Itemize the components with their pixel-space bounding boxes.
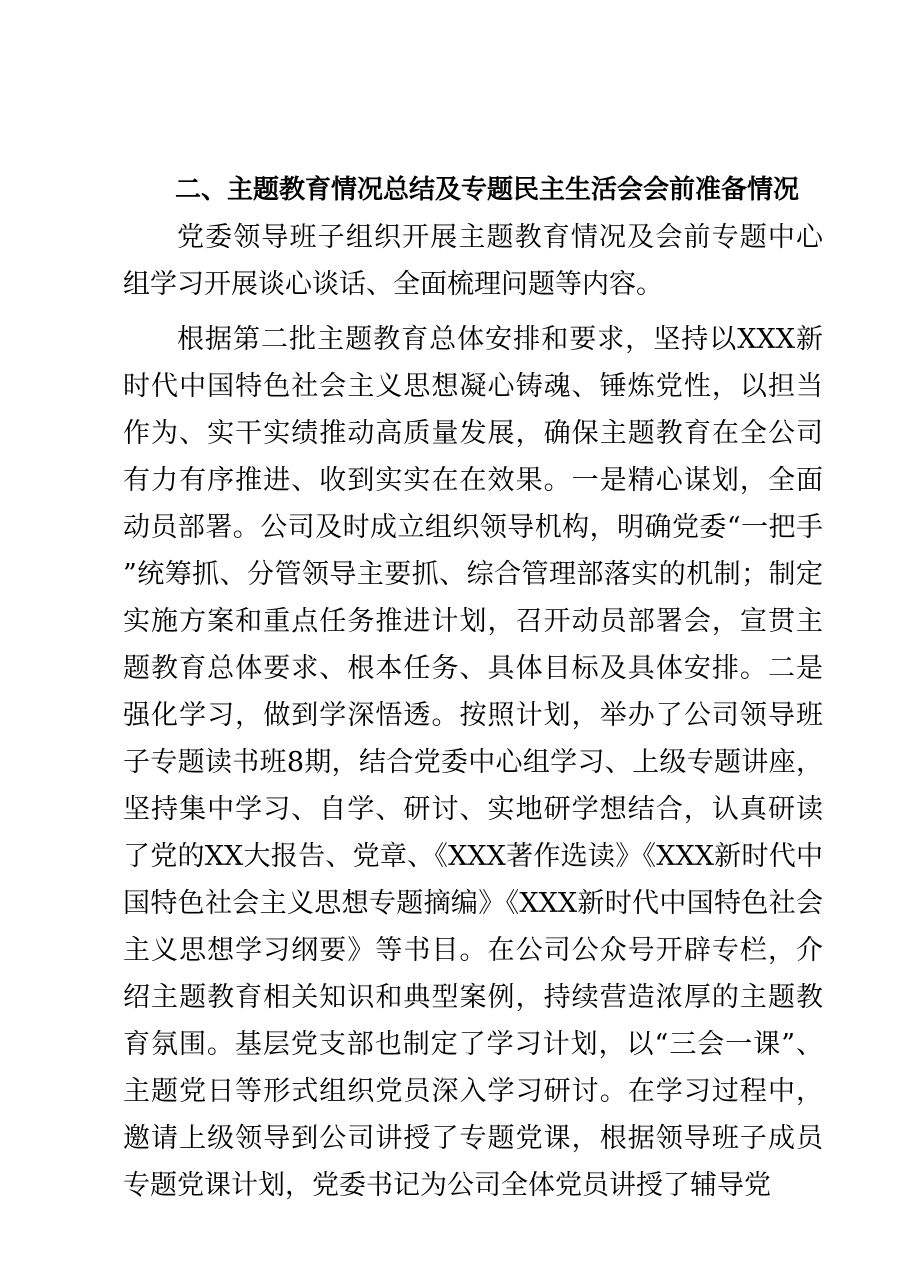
intro-paragraph: 党委领导班子组织开展主题教育情况及会前专题中心组学习开展谈心谈话、全面梳理问题等内容。 — [123, 222, 823, 300]
body-paragraph: 根据第二批主题教育总体安排和要求，坚持以XXX新时代中国特色社会主义思想凝心铸魂、锤炼党性，以担当作为、实干实绩推动高质量发展，确保主题教育在全公司有力有序推进、收到实实在在效果。一是精心谋划，全面动员部署。公司及时成立组织领导机构，明确党委“一把手”统筹抓、分管领导主要抓、综合管理部落实的机制；制定实施方案和重点任务推进计划，召开动员部署会，宣贯主题教育总体要求、根本任务、具体目标及具体安排。二是强化学习，做到学深悟透。按照计划，举办了公司领导班子专题读书班8期，结合党委中心组学习、上级专题讲座，坚持集中学习、自学、研讨、实地研学想结合，认真研读了党的XX大报告、党章、《XXX著作选读》《XXX新时代中国特色社会主义思想专题摘编》《XXX新时代中国特色社会主义思想学习纲要》等书目。在公司公众号开辟专栏，介绍主题教育相关知识和典型案例，持续营造浓厚的主题教育氛围。基层党支部也制定了学习计划，以“三会一课”、主题党日等形式组织党员深入学习研讨。在学习过程中，邀请上级领导到公司讲授了专题党课，根据领导班子成员专题党课计划，党委书记为公司全体党员讲授了辅导党 — [123, 324, 823, 1201]
section-heading: 二、主题教育情况总结及专题民主生活会会前准备情况 — [175, 175, 800, 205]
document-body — [123, 167, 823, 1209]
